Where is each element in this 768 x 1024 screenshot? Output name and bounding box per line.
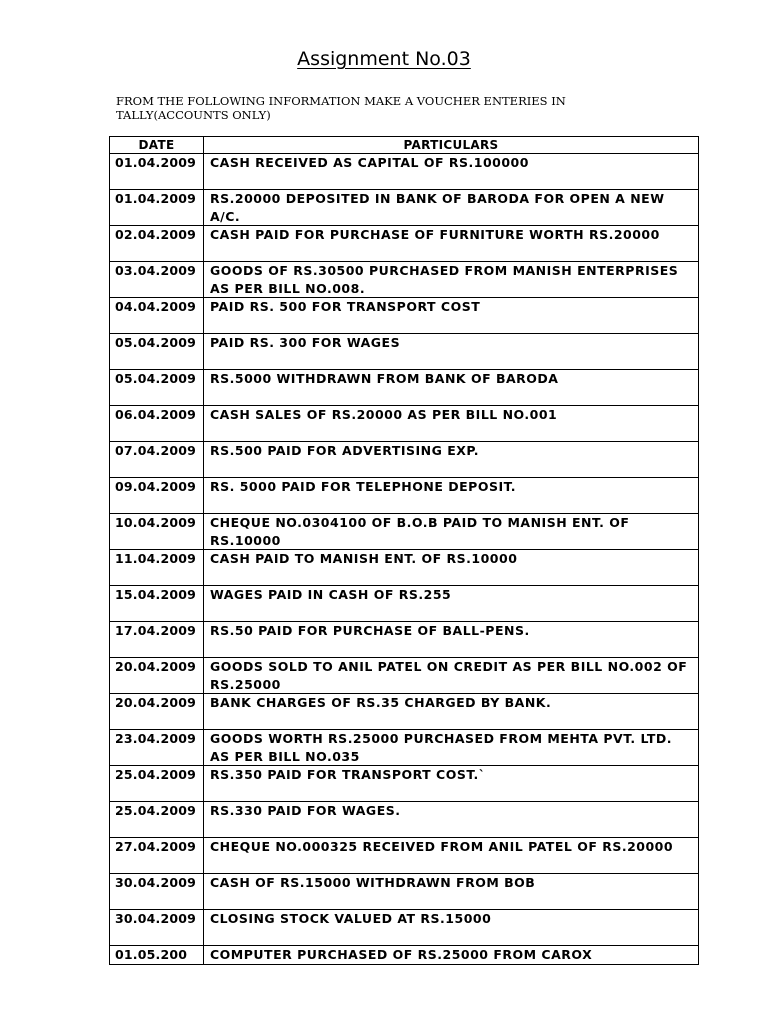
particulars-cell: CHEQUE NO.000325 RECEIVED FROM ANIL PATEL OF RS.20000 [204,838,699,874]
particulars-cell: GOODS OF RS.30500 PURCHASED FROM MANISH ENTERPRISES AS PER BILL NO.008. [204,262,699,298]
date-cell: 25.04.2009 [110,802,204,838]
table-row [110,442,699,478]
particulars-cell: RS.500 PAID FOR ADVERTISING EXP. [204,442,699,478]
page-title [0,46,768,72]
table-row [110,478,699,514]
particulars-cell: GOODS WORTH RS.25000 PURCHASED FROM MEHTA PVT. LTD. AS PER BILL NO.035 [204,730,699,766]
date-cell: 11.04.2009 [110,550,204,586]
particulars-cell: CASH PAID TO MANISH ENT. OF RS.10000 [204,550,699,586]
date-cell: 06.04.2009 [110,406,204,442]
particulars-cell: CHEQUE NO.0304100 OF B.O.B PAID TO MANISH ENT. OF RS.10000 [204,514,699,550]
table-row [110,550,699,586]
date-cell: 27.04.2009 [110,838,204,874]
page-title-text: Assignment No.03 [297,48,471,70]
date-cell: 01.04.2009 [110,190,204,226]
particulars-cell: PAID RS. 500 FOR TRANSPORT COST [204,298,699,334]
date-cell: 09.04.2009 [110,478,204,514]
table-row [110,838,699,874]
date-column-header: DATE [110,137,204,154]
particulars-cell: CLOSING STOCK VALUED AT RS.15000 [204,910,699,946]
particulars-cell: WAGES PAID IN CASH OF RS.255 [204,586,699,622]
particulars-cell: RS.350 PAID FOR TRANSPORT COST.` [204,766,699,802]
date-cell: 05.04.2009 [110,370,204,406]
table-row [110,514,699,550]
particulars-cell: RS. 5000 PAID FOR TELEPHONE DEPOSIT. [204,478,699,514]
table-row [110,334,699,370]
table-row [110,910,699,946]
table-row [110,370,699,406]
date-cell: 17.04.2009 [110,622,204,658]
table-row [110,190,699,226]
table-row [110,262,699,298]
particulars-cell: CASH RECEIVED AS CAPITAL OF RS.100000 [204,154,699,190]
table-row [110,658,699,694]
voucher-table [109,136,699,965]
particulars-cell: CASH OF RS.15000 WITHDRAWN FROM BOB [204,874,699,910]
particulars-column-header: PARTICULARS [204,137,699,154]
table-row [110,694,699,730]
table-row [110,730,699,766]
date-cell: 23.04.2009 [110,730,204,766]
date-cell: 02.04.2009 [110,226,204,262]
table-row [110,298,699,334]
date-cell: 15.04.2009 [110,586,204,622]
particulars-cell: RS.50 PAID FOR PURCHASE OF BALL-PENS. [204,622,699,658]
instruction-text: FROM THE FOLLOWING INFORMATION MAKE A VOUCHER ENTERIES IN TALLY(ACCOUNTS ONLY) [116,94,566,122]
table-row [110,622,699,658]
date-cell: 20.04.2009 [110,694,204,730]
table-row [110,766,699,802]
particulars-cell: COMPUTER PURCHASED OF RS.25000 FROM CAROX [204,946,699,965]
date-cell: 07.04.2009 [110,442,204,478]
table-row [110,946,699,965]
table-header-row [110,137,699,154]
particulars-cell: CASH SALES OF RS.20000 AS PER BILL NO.001 [204,406,699,442]
particulars-cell: GOODS SOLD TO ANIL PATEL ON CREDIT AS PER BILL NO.002 OF RS.25000 [204,658,699,694]
particulars-cell: RS.20000 DEPOSITED IN BANK OF BARODA FOR OPEN A NEW A/C. [204,190,699,226]
table-row [110,154,699,190]
date-cell: 20.04.2009 [110,658,204,694]
date-cell: 05.04.2009 [110,334,204,370]
table-body [110,154,699,965]
particulars-cell: PAID RS. 300 FOR WAGES [204,334,699,370]
date-cell: 04.04.2009 [110,298,204,334]
particulars-cell: BANK CHARGES OF RS.35 CHARGED BY BANK. [204,694,699,730]
date-cell: 10.04.2009 [110,514,204,550]
table-row [110,874,699,910]
date-cell: 30.04.2009 [110,874,204,910]
date-cell: 25.04.2009 [110,766,204,802]
particulars-cell: CASH PAID FOR PURCHASE OF FURNITURE WORTH RS.20000 [204,226,699,262]
table-row [110,586,699,622]
particulars-cell: RS.330 PAID FOR WAGES. [204,802,699,838]
table-row [110,802,699,838]
table-row [110,226,699,262]
date-cell: 03.04.2009 [110,262,204,298]
date-cell: 01.05.200 [110,946,204,965]
date-cell: 01.04.2009 [110,154,204,190]
date-cell: 30.04.2009 [110,910,204,946]
particulars-cell: RS.5000 WITHDRAWN FROM BANK OF BARODA [204,370,699,406]
table-row [110,406,699,442]
